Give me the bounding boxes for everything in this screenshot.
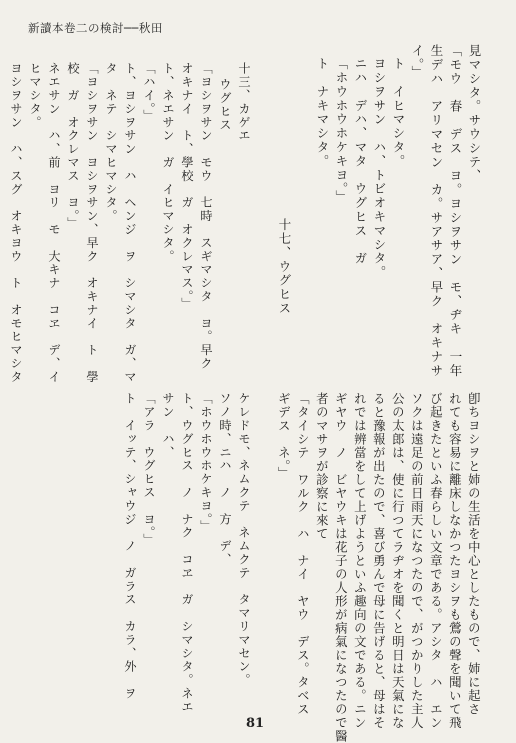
- text-column: 「ヨシヲサン ヨシヲサン、早ク オキナイ ト 學: [85, 62, 100, 384]
- text-column: ケレドモ、ネムクテ ネムクテ タマリマセン。: [237, 392, 252, 687]
- text-column: ネエサン ハ、前 ヨリ モ 大キナ コヱ デ、イ: [47, 62, 62, 384]
- text-column: ト イッテ、シャウジ ノ ガラス カラ、外 ヲ: [123, 392, 138, 701]
- text-column: 公の太郎は、使に行つてラヂオを聞くと明日は天氣にな: [390, 392, 406, 730]
- text-column: れても容易に離床しなかつたヨシヲも鶯の聲を聞いて飛: [447, 392, 463, 730]
- text-column: ヒマシタ。: [28, 62, 43, 129]
- text-column: 「ホウホウホケキヨ。」: [199, 392, 214, 534]
- text-column: 「モウ 春 デス ヨ。ヨシヲサン モ、ヂキ 一年: [447, 44, 463, 378]
- text-column: オキナイ ト、學校 ガ オクレマス。」: [180, 62, 195, 311]
- text-column: 「ホウホウホケキヨ。」: [333, 57, 349, 204]
- text-column: 校 ガ オクレマス ヨ。」: [66, 62, 81, 231]
- text-column: 「アラ ウグヒス ヨ。」: [142, 392, 157, 547]
- section-title: 十三、カゲエ: [237, 62, 252, 143]
- text-column: ると豫報が出たので、喜び勇んで母に告げると、母はそ: [371, 392, 387, 730]
- text-column: 生デハ アリマセン カ。サアサア、早ク オキナサ: [428, 44, 444, 378]
- text-column: 「タイシテ ワルク ハ ナイ ヤウ デス。タベス: [295, 392, 311, 716]
- page-number: 81: [246, 716, 265, 731]
- text-column: ウグヒス: [218, 78, 233, 132]
- text-column: 見マシタ。サウシテ、: [466, 44, 482, 183]
- text-column: れでは辨當をして上げようといふ趣向の文である。ニン: [352, 392, 368, 730]
- text-column: ト、ヨシヲサン ハ ヘンジ ヲ シマシタ ガ、マ: [123, 62, 138, 384]
- text-column: び起きたといふ春らしい文章である。アシタ ハ エン: [428, 392, 444, 730]
- text-column: ヨシヲサン ハ、スグ オキヨウ ト オモヒマシタ: [9, 62, 24, 384]
- text-column: 「ヨシヲサン モウ 七時 スギマシタ ヨ。早ク: [199, 62, 214, 371]
- text-column: ソノ時、ニハ ノ 方 デ、: [218, 392, 233, 567]
- text-column: イ。」: [409, 44, 425, 80]
- section-title: 十七、ウグヒス: [276, 218, 292, 316]
- text-column: ト イヒマシタ。: [390, 57, 406, 169]
- text-column: サン ハ、: [161, 392, 176, 459]
- text-column: ニハ デハ、マタ ウグヒス ガ: [352, 57, 368, 266]
- text-column: 「ハイ。」: [142, 62, 157, 123]
- text-column: 卽ちヨシヲと姉の生活を中心としたもので、姉に起さ: [466, 392, 482, 716]
- text-column: ソクは遠足の前日雨天になつたので、がつかりした主人: [409, 392, 425, 730]
- text-column: ヨシヲサン ハ、トビオキマシタ。: [371, 57, 387, 280]
- text-column: ト、ネエサン ガ イヒマシタ。: [161, 62, 176, 263]
- text-column: ト ナキマシタ。: [314, 57, 330, 169]
- running-header: 新讀本卷二の検討──秋田: [28, 21, 163, 35]
- text-column: タ ネテ シマヒマシタ。: [104, 62, 119, 223]
- text-column: ギデス ネ。」: [276, 392, 292, 481]
- text-column: 者のマサヲが診察に來て: [314, 392, 330, 541]
- text-column: ト、ウグヒス ノ ナク コヱ ガ シマシタ。ネエ: [180, 392, 195, 714]
- text-column: ギヤウ ノ ビヤウキは花子の人形が病氣になつたので醫: [333, 392, 349, 743]
